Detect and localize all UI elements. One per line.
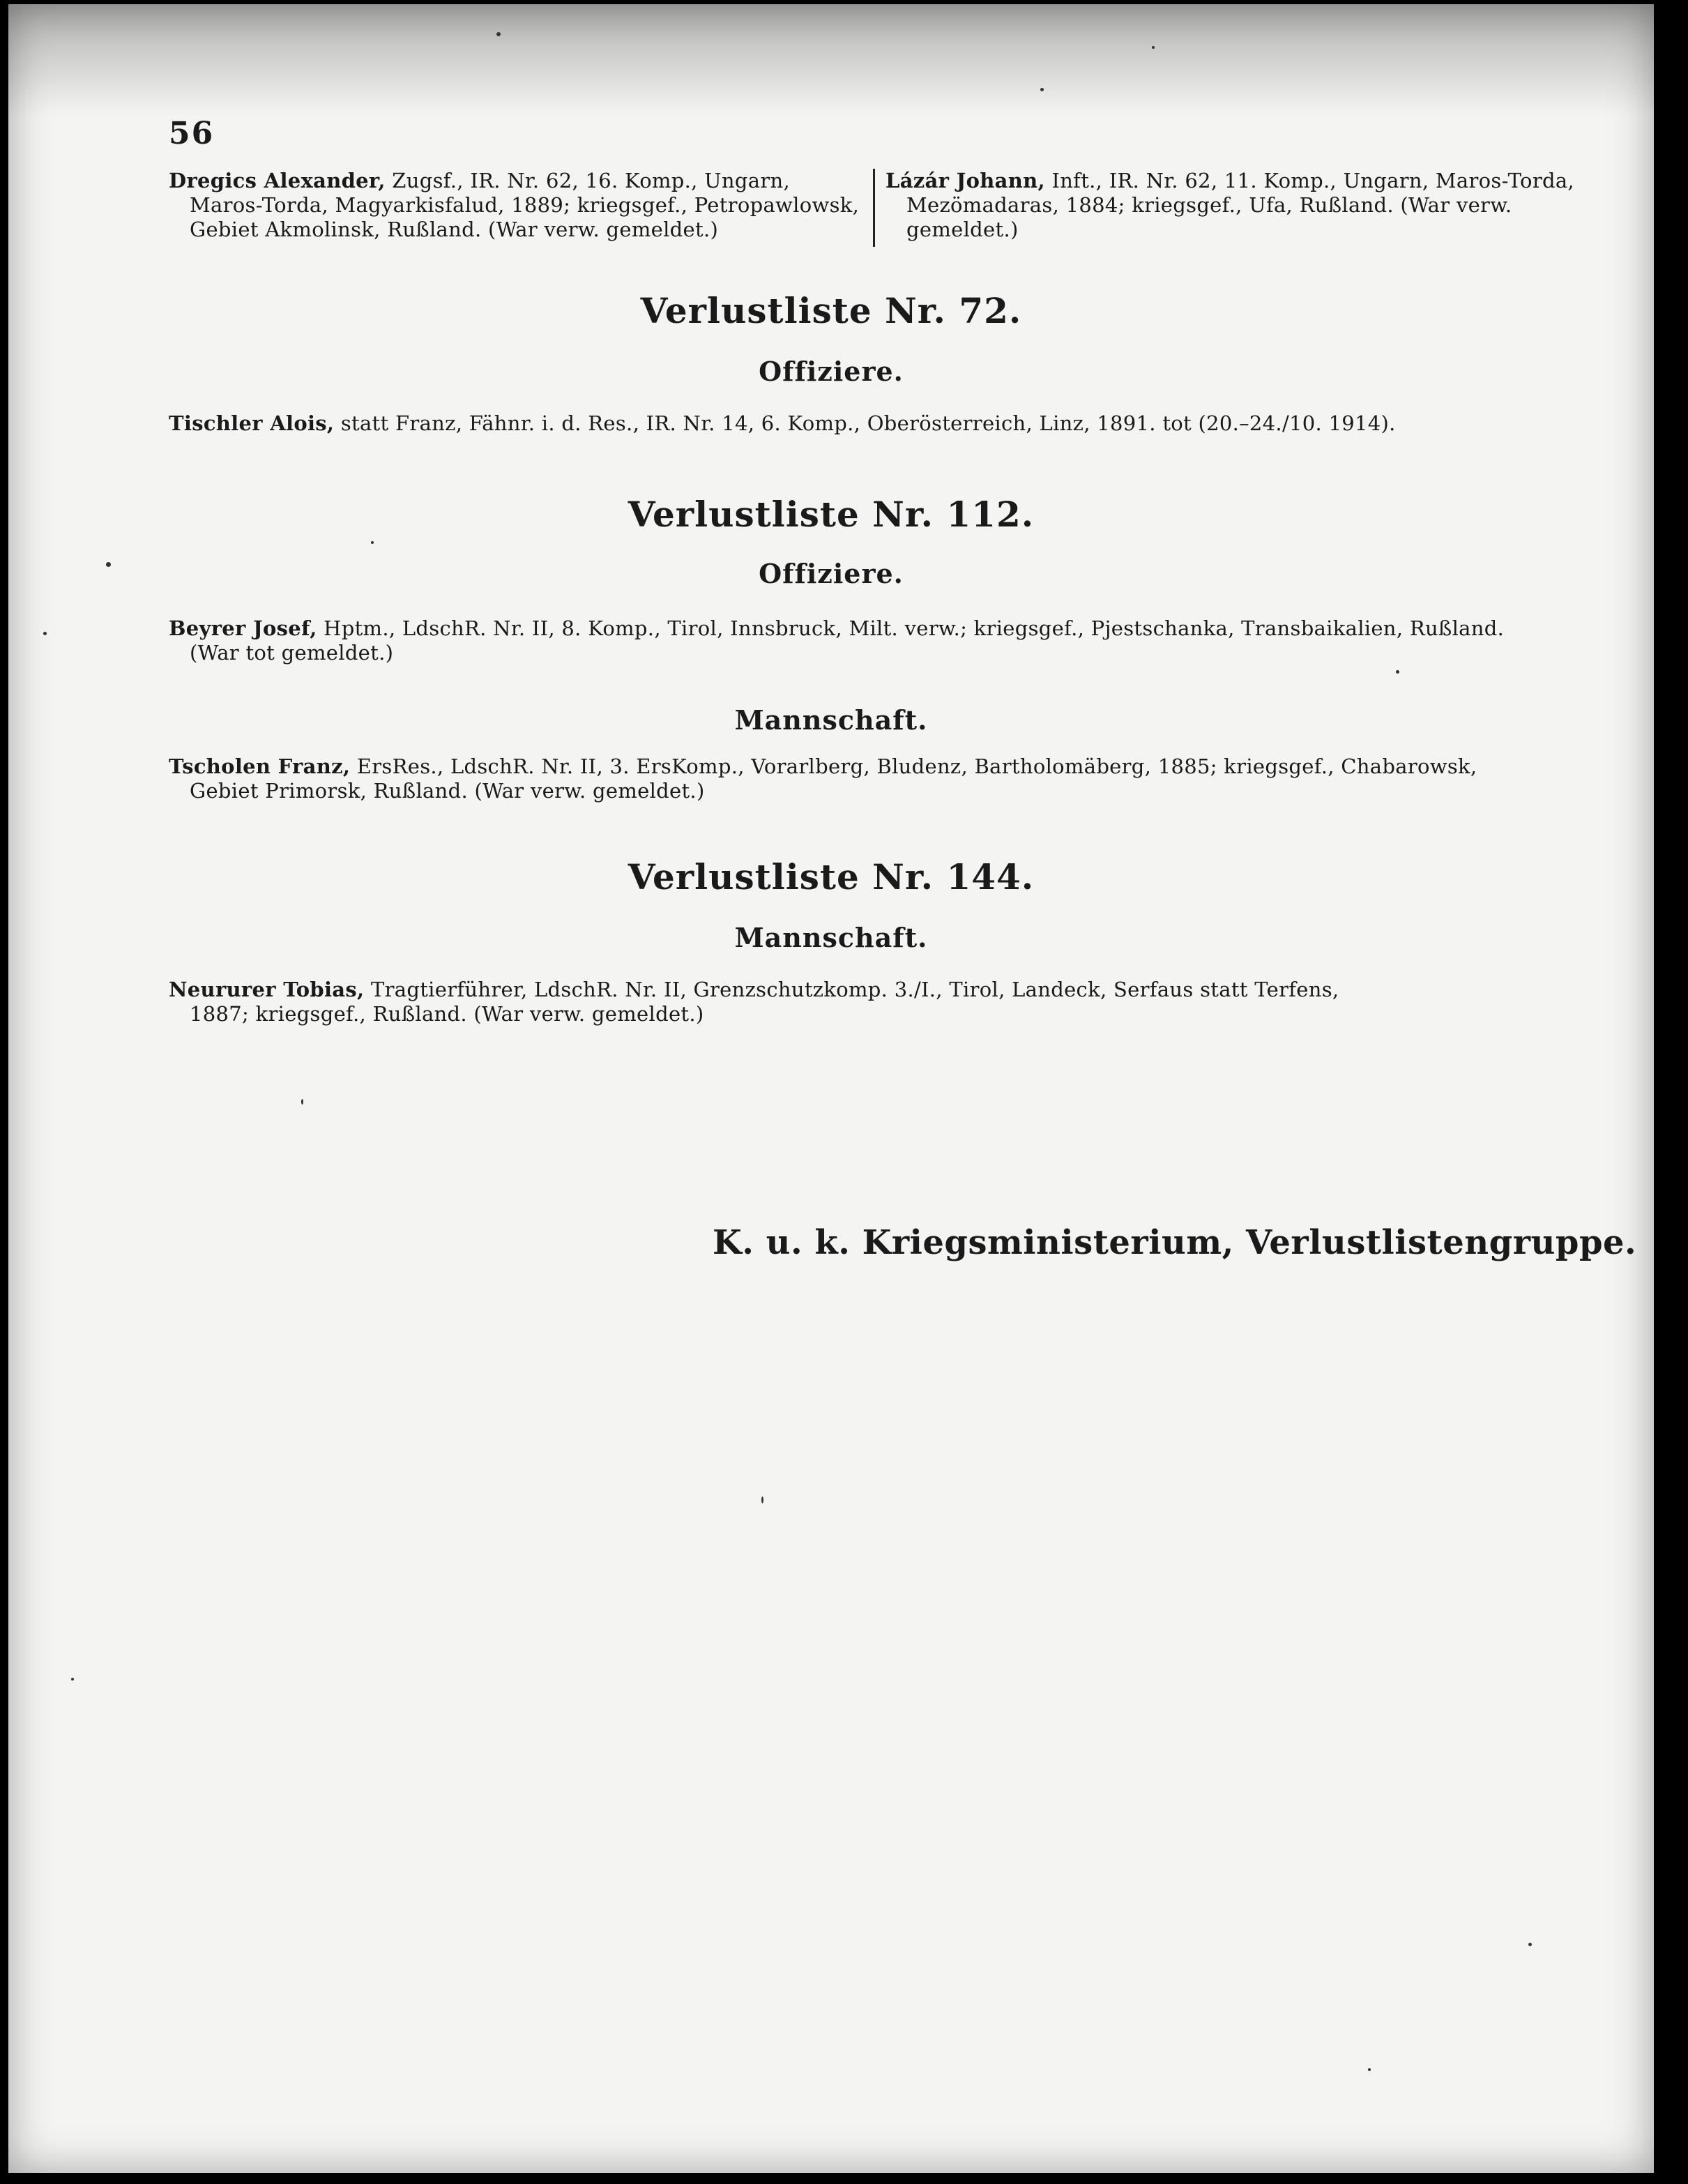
list-entry: [169, 978, 1563, 1026]
entry-text: Tragtierführer, LdschR. Nr. II, Grenzschutzkomp. 3./I., Tirol, Landeck, Serfaus statt Terfens,: [364, 978, 1339, 1001]
entry-name: Dregics Alexander,: [169, 169, 386, 192]
document-page: [8, 4, 1654, 2173]
top-entry-left: [169, 169, 866, 242]
entry-text: Inft., IR. Nr. 62, 11. Komp., Ungarn, Maros-Torda,: [1044, 169, 1574, 192]
list-entry: [169, 616, 1563, 665]
entry-name: Lázár Johann,: [885, 169, 1045, 192]
list-entry: [169, 411, 1563, 436]
entry-line-2: Maros-Torda, Magyarkisfalud, 1889; kriegsgef., Petropawlowsk,: [190, 193, 860, 217]
entry-text: ErsRes., LdschR. Nr. II, 3. ErsKomp., Vorarlberg, Bludenz, Bartholomäberg, 1885; kriegsgef., Chabarowsk,: [350, 754, 1477, 778]
entry-line-2: Mezömadaras, 1884; kriegsgef., Ufa, Rußland. (War verw.: [906, 193, 1512, 217]
entry-name: Tscholen Franz,: [169, 754, 351, 778]
column-divider: [873, 169, 875, 247]
entry-name: Tischler Alois,: [169, 411, 335, 435]
entry-name: Neururer Tobias,: [169, 978, 365, 1001]
entry-line-2: 1887; kriegsgef., Rußland. (War verw. gemeldet.): [190, 1002, 704, 1026]
entry-text: Zugsf., IR. Nr. 62, 16. Komp., Ungarn,: [385, 169, 791, 192]
section-title: Verlustliste Nr. 144.: [628, 856, 1035, 897]
scan-border: [1654, 0, 1688, 2184]
group-heading: Offiziere.: [759, 558, 904, 589]
section-title: Verlustliste Nr. 112.: [628, 494, 1035, 535]
list-entry: [169, 754, 1563, 803]
group-heading: Offiziere.: [759, 356, 904, 387]
page-number: 56: [169, 116, 215, 151]
entry-line-2: (War tot gemeldet.): [190, 641, 394, 665]
group-heading: Mannschaft.: [734, 922, 928, 953]
scan-shadow: [8, 4, 1654, 116]
section-title: Verlustliste Nr. 72.: [640, 290, 1022, 331]
entry-line-2: Gebiet Primorsk, Rußland. (War verw. gemeldet.): [190, 779, 705, 803]
entry-name: Beyrer Josef,: [169, 616, 317, 640]
entry-line-3: Gebiet Akmolinsk, Rußland. (War verw. gemeldet.): [190, 218, 719, 241]
top-entry-right: [885, 169, 1583, 242]
entry-text: statt Franz, Fähnr. i. d. Res., IR. Nr. 14, 6. Komp., Oberösterreich, Linz, 1891. tot (20.–24./10. 1914).: [334, 411, 1396, 435]
entry-line-3: gemeldet.): [906, 218, 1019, 241]
signature: K. u. k. Kriegsministerium, Verlustlistengruppe.: [713, 1223, 1637, 1262]
group-heading: Mannschaft.: [734, 704, 928, 736]
entry-text: Hptm., LdschR. Nr. II, 8. Komp., Tirol, Innsbruck, Milt. verw.; kriegsgef., Pjestschanka, Transbaikalien, Rußland.: [317, 616, 1505, 640]
